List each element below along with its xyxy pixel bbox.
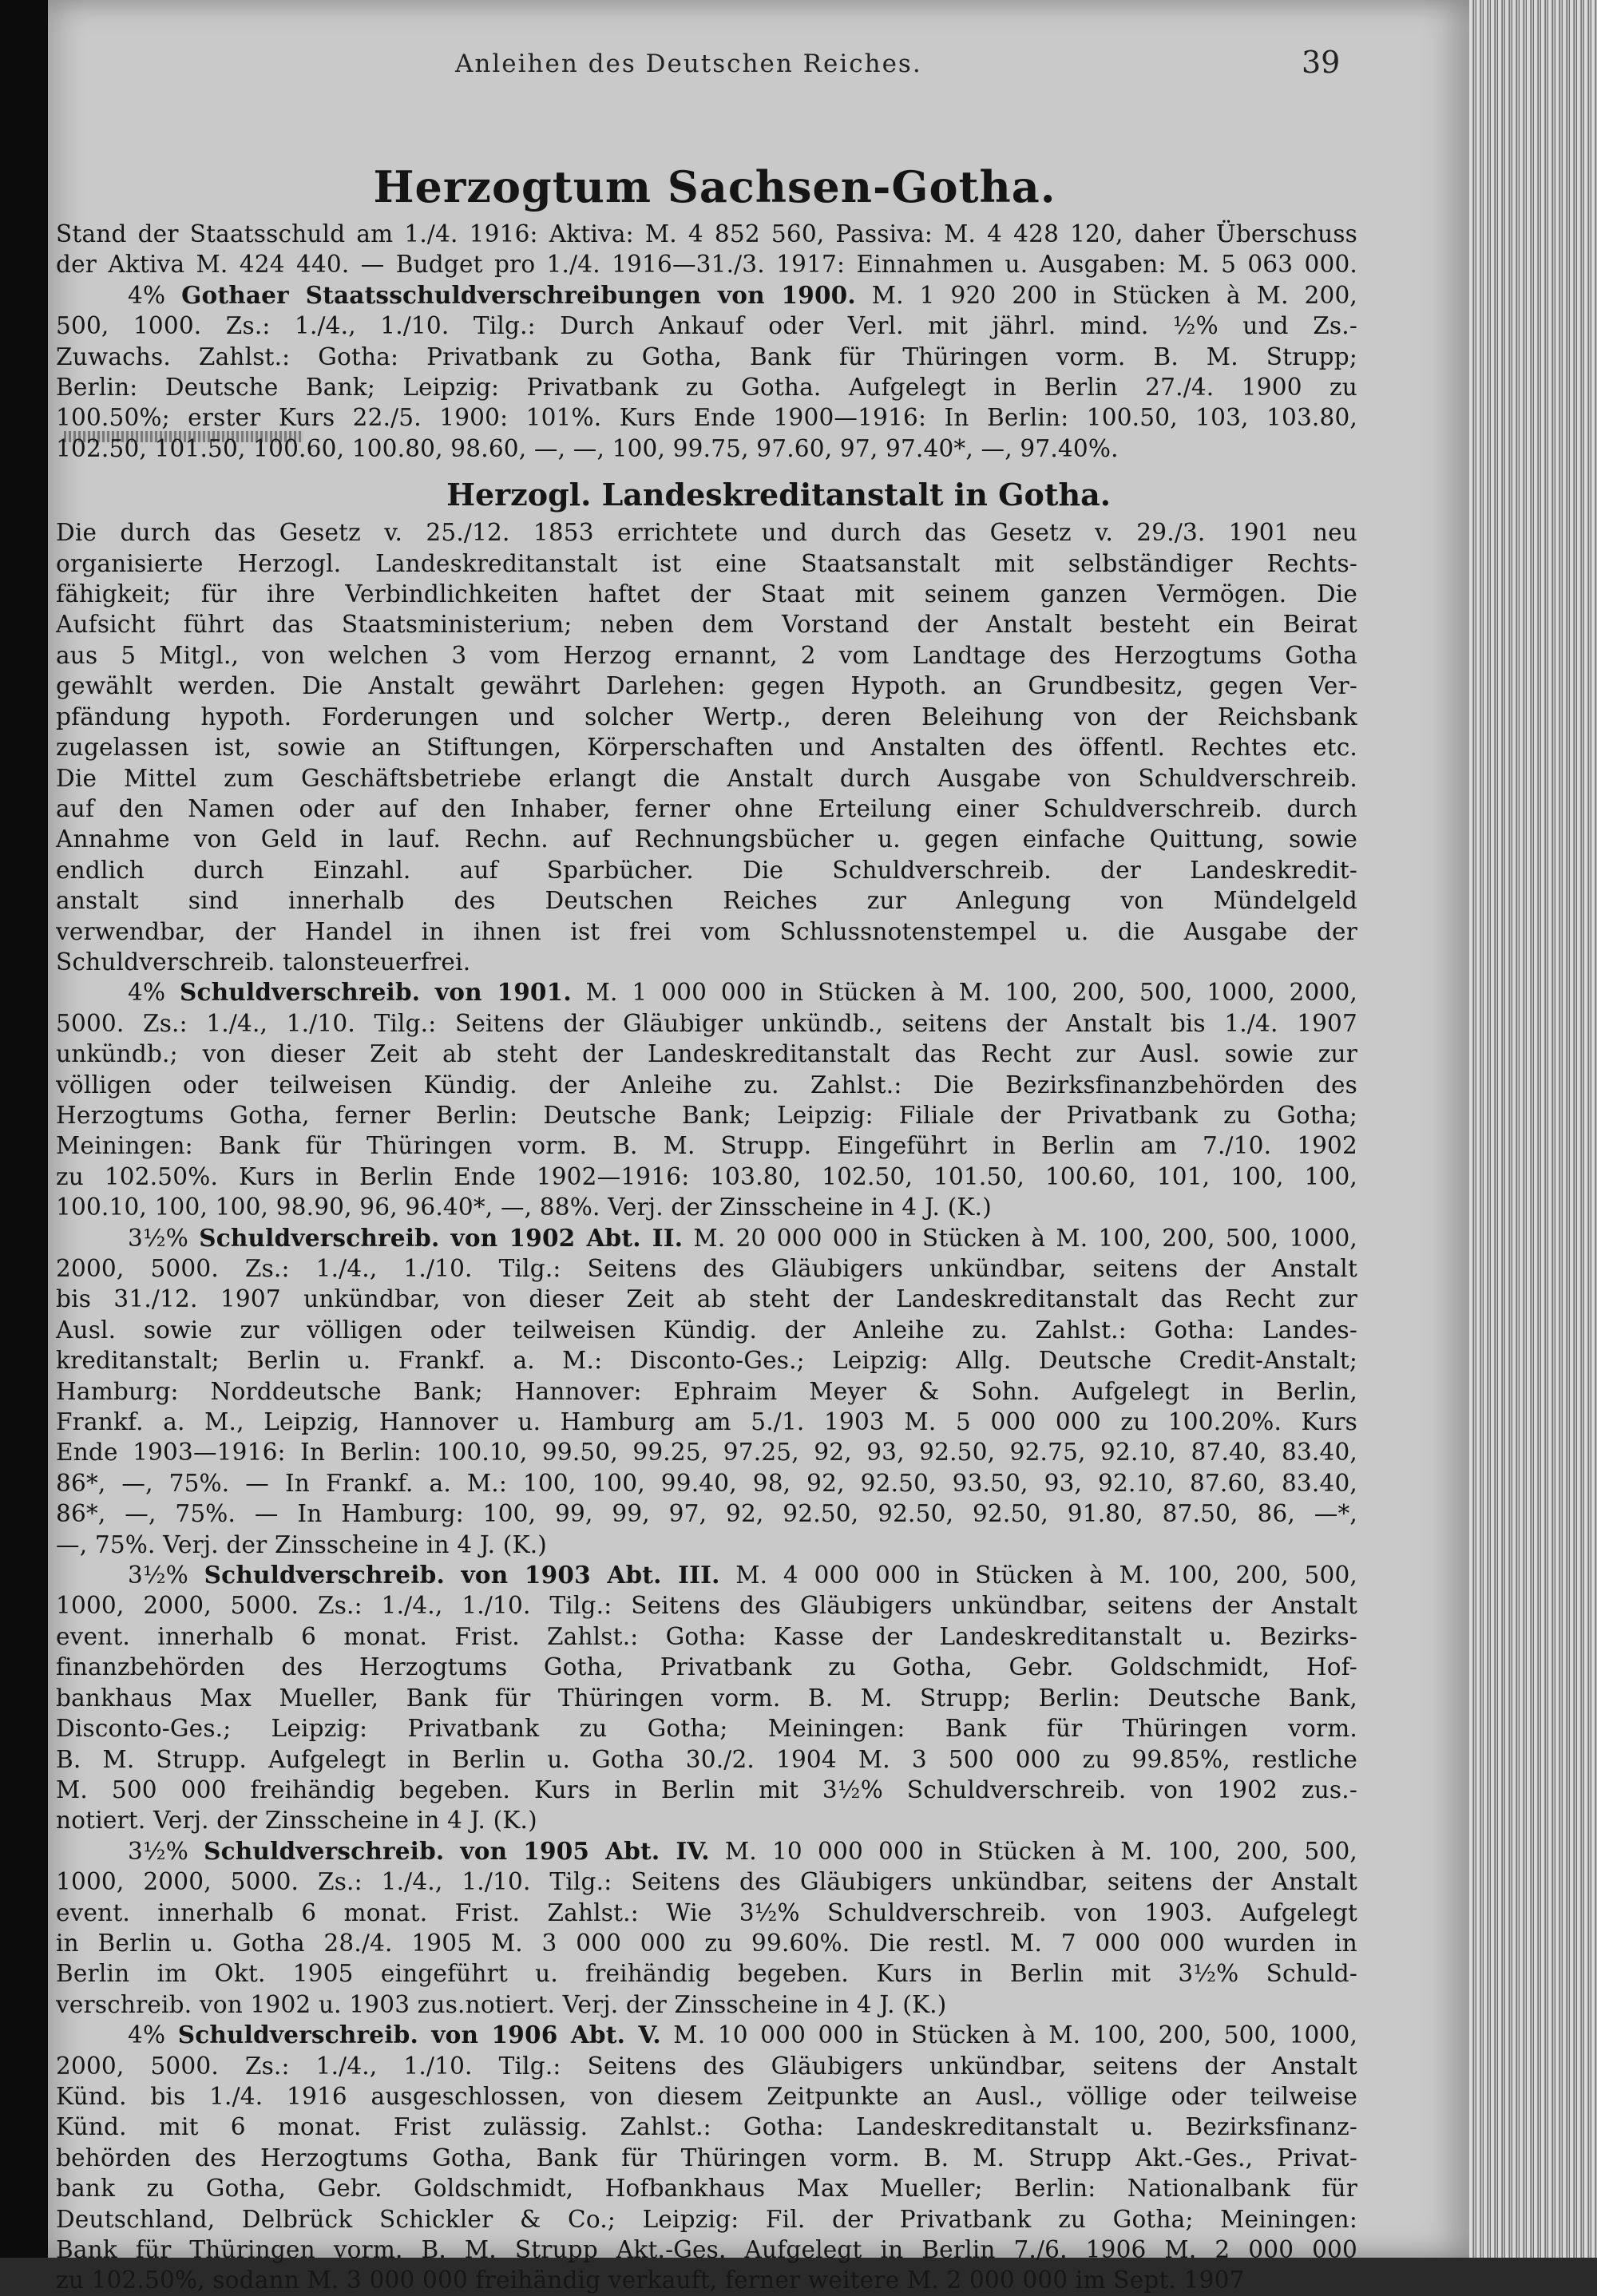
text-line: 86*, —, 75%. — In Hamburg: 100, 99, 99, 97, 92, 92.50, 92.50, 92.50, 91.80, 87.50, 86, —*, bbox=[56, 1500, 1357, 1528]
gothaer-entry bbox=[56, 280, 1357, 464]
entry-title: Gothaer Staatsschuldverschreibungen von 1900. bbox=[181, 280, 856, 309]
text-line: Frankf. a. M., Leipzig, Hannover u. Hamburg am 5./1. 1903 M. 5 000 000 zu 100.20%. Kurs bbox=[56, 1408, 1357, 1436]
text-line: 2000, 5000. Zs.: 1./4., 1./10. Tilg.: Seitens des Gläubigers unkündbar, seitens der Anstalt bbox=[56, 2052, 1357, 2080]
text-line: der Aktiva M. 424 440. — Budget pro 1./4. 1916—31./3. 1917: Einnahmen u. Ausgaben: M. 5 063 000. bbox=[56, 251, 1357, 279]
text-line: Ende 1903—1916: In Berlin: 100.10, 99.50, 99.25, 97.25, 92, 93, 92.50, 92.75, 92.10, 87.40, 83.40, bbox=[56, 1439, 1357, 1467]
text-line: —, 75%. Verj. der Zinsscheine in 4 J. (K.) bbox=[56, 1530, 547, 1558]
text-line: endlich durch Einzahl. auf Sparbücher. Die Schuldverschreib. der Landeskredit- bbox=[56, 856, 1357, 884]
text-line: Berlin: Deutsche Bank; Leipzig: Privatbank zu Gotha. Aufgelegt in Berlin 27./4. 1900 zu bbox=[56, 374, 1357, 402]
text-line: zu 102.50%. Kurs in Berlin Ende 1902—1916: 103.80, 102.50, 101.50, 100.60, 101, 100, 100, bbox=[56, 1162, 1357, 1190]
text-line: 86*, —, 75%. — In Frankf. a. M.: 100, 100, 99.40, 98, 92, 92.50, 93.50, 93, 92.10, 87.60, 83.40, bbox=[56, 1469, 1357, 1497]
entry-amount: M. 1 000 000 in Stücken à M. 100, 200, 500, 1000, 2000, bbox=[585, 979, 1358, 1007]
text-line: 100.10, 100, 100, 98.90, 96, 96.40*, —, 88%. Verj. der Zinsscheine in 4 J. (K.) bbox=[56, 1194, 992, 1221]
text-line: B. M. Strupp. Aufgelegt in Berlin u. Gotha 30./2. 1904 M. 3 500 000 zu 99.85%, restliche bbox=[56, 1745, 1357, 1773]
text-line: auf den Namen oder auf den Inhaber, ferner ohne Erteilung einer Schuldverschreib. durch bbox=[56, 794, 1357, 822]
entry-amount: M. 4 000 000 in Stücken à M. 100, 200, 500, bbox=[735, 1562, 1358, 1589]
text-line: aus 5 Mitgl., von welchen 3 vom Herzog ernannt, 2 vom Landtage des Herzogtums Gotha bbox=[56, 641, 1357, 669]
entry-title: Schuldverschreib. von 1906 Abt. V. bbox=[177, 2021, 661, 2049]
text-line: organisierte Herzogl. Landeskreditanstalt ist eine Staatsanstalt mit selbständiger Rechts- bbox=[56, 549, 1357, 577]
interest-rate: 4% bbox=[128, 2021, 166, 2049]
text-line: Künd. mit 6 monat. Frist zulässig. Zahlst.: Gotha: Landeskreditanstalt u. Bezirksfinanz- bbox=[56, 2113, 1357, 2141]
issue-entry-1906 bbox=[56, 2020, 1357, 2296]
text-line: Meiningen: Bank für Thüringen vorm. B. M. Strupp. Eingeführt in Berlin am 7./10. 1902 bbox=[56, 1132, 1357, 1160]
text-line: Disconto-Ges.; Leipzig: Privatbank zu Gotha; Meiningen: Bank für Thüringen vorm. bbox=[56, 1715, 1357, 1743]
text-line: unkündb.; von dieser Zeit ab steht der Landeskreditanstalt das Recht zur Ausl. sowie zur bbox=[56, 1040, 1357, 1068]
entry-amount: M. 10 000 000 in Stücken à M. 100, 200, 500, 1000, bbox=[673, 2021, 1358, 2049]
page-edges bbox=[1469, 0, 1597, 2258]
entry-amount: M. 1 920 200 in Stücken à M. 200, bbox=[871, 281, 1358, 309]
text-line: kreditanstalt; Berlin u. Frankf. a. M.: Disconto-Ges.; Leipzig: Allg. Deutsche Credit-Anstalt; bbox=[56, 1347, 1357, 1375]
issue-entry-1901 bbox=[56, 977, 1357, 1222]
text-line: bank zu Gotha, Gebr. Goldschmidt, Hofbankhaus Max Mueller; Berlin: Nationalbank für bbox=[56, 2175, 1357, 2203]
text-line: 500, 1000. Zs.: 1./4., 1./10. Tilg.: Durch Ankauf oder Verl. mit jährl. mind. ½% und Zs.- bbox=[56, 312, 1357, 340]
entry-amount: M. 20 000 000 in Stücken à M. 100, 200, 500, 1000, bbox=[693, 1224, 1357, 1252]
text-line: 1000, 2000, 5000. Zs.: 1./4., 1./10. Tilg.: Seitens des Gläubigers unkündbar, seitens der Anstalt bbox=[56, 1592, 1357, 1620]
text-line: pfändung hypoth. Forderungen und solcher Wertp., deren Beleihung von der Reichsbank bbox=[56, 703, 1357, 730]
text-line: Künd. bis 1./4. 1916 ausgeschlossen, von diesem Zeitpunkte an Ausl., völlige oder teilweise bbox=[56, 2082, 1357, 2110]
text-line: Zuwachs. Zahlst.: Gotha: Privatbank zu Gotha, Bank für Thüringen vorm. B. M. Strupp; bbox=[56, 342, 1357, 370]
text-line: völligen oder teilweisen Kündig. der Anleihe zu. Zahlst.: Die Bezirksfinanzbehörden des bbox=[56, 1071, 1357, 1099]
text-line: Die Mittel zum Geschäftsbetriebe erlangt die Anstalt durch Ausgabe von Schuldverschreib. bbox=[56, 764, 1357, 792]
text-line: zugelassen ist, sowie an Stiftungen, Körperschaften und Anstalten des öffentl. Rechtes etc. bbox=[56, 734, 1357, 762]
entry-heading-line bbox=[56, 2020, 1357, 2050]
interest-rate: 3½% bbox=[128, 1837, 188, 1865]
text-line: anstalt sind innerhalb des Deutschen Reiches zur Anlegung von Mündelgeld bbox=[56, 887, 1357, 915]
text-line: notiert. Verj. der Zinsscheine in 4 J. (K.) bbox=[56, 1807, 537, 1835]
text-line: Hamburg: Norddeutsche Bank; Hannover: Ephraim Meyer & Sohn. Aufgelegt in Berlin, bbox=[56, 1377, 1357, 1405]
text-line: Berlin im Okt. 1905 eingeführt u. freihändig begeben. Kurs in Berlin mit 3½% Schuld- bbox=[56, 1960, 1357, 1988]
intro-paragraph bbox=[56, 219, 1357, 280]
interest-rate: 4% bbox=[128, 979, 166, 1007]
text-line: 5000. Zs.: 1./4., 1./10. Tilg.: Seitens der Gläubiger unkündb., seitens der Anstalt bis 1./4. 1907 bbox=[56, 1009, 1357, 1037]
entry-heading-line bbox=[56, 977, 1357, 1007]
text-line: finanzbehörden des Herzogtums Gotha, Privatbank zu Gotha, Gebr. Goldschmidt, Hof- bbox=[56, 1653, 1357, 1681]
issue-entry-1902 bbox=[56, 1223, 1357, 1560]
running-head bbox=[56, 40, 1357, 88]
page-content bbox=[56, 40, 1357, 2296]
text-line: event. innerhalb 6 monat. Frist. Zahlst.: Gotha: Kasse der Landeskreditanstalt u. Bezirks- bbox=[56, 1622, 1357, 1650]
text-line: 2000, 5000. Zs.: 1./4., 1./10. Tilg.: Seitens des Gläubigers unkündbar, seitens der Anstalt bbox=[56, 1255, 1357, 1282]
entry-heading-line bbox=[56, 1836, 1357, 1866]
text-line: in Berlin u. Gotha 28./4. 1905 M. 3 000 000 zu 99.60%. Die restl. M. 7 000 000 wurden in bbox=[56, 1929, 1357, 1957]
text-line: Ausl. sowie zur völligen oder teilweisen Kündig. der Anleihe zu. Zahlst.: Gotha: Landes- bbox=[56, 1316, 1357, 1344]
text-line: Annahme von Geld in lauf. Rechn. auf Rechnungsbücher u. gegen einfache Quittung, sowie bbox=[56, 825, 1357, 853]
entry-heading-line bbox=[56, 1560, 1357, 1590]
entry-heading-line bbox=[56, 280, 1357, 311]
text-line: 1000, 2000, 5000. Zs.: 1./4., 1./10. Tilg.: Seitens des Gläubigers unkündbar, seitens der Anstalt bbox=[56, 1868, 1357, 1896]
text-line: zu 102.50%, sodann M. 3 000 000 freihändig verkauft, ferner weitere M. 2 000 000 im Sept. 1907 bbox=[56, 2266, 1245, 2294]
text-line: behörden des Herzogtums Gotha, Bank für Thüringen vorm. B. M. Strupp Akt.-Ges., Privat- bbox=[56, 2144, 1357, 2171]
landeskredit-paragraph bbox=[56, 517, 1357, 977]
text-line: M. 500 000 freihändig begeben. Kurs in Berlin mit 3½% Schuldverschreib. von 1902 zus.- bbox=[56, 1775, 1357, 1803]
issue-entry-1903 bbox=[56, 1560, 1357, 1836]
text-line: Aufsicht führt das Staatsministerium; neben dem Vorstand der Anstalt besteht ein Beirat bbox=[56, 611, 1357, 639]
entry-amount: M. 10 000 000 in Stücken à M. 100, 200, 500, bbox=[724, 1837, 1358, 1865]
text-line: Stand der Staatsschuld am 1./4. 1916: Aktiva: M. 4 852 560, Passiva: M. 4 428 120, daher Überschuss bbox=[56, 220, 1357, 247]
text-line: event. innerhalb 6 monat. Frist. Zahlst.: Wie 3½% Schuldverschreib. von 1903. Aufgelegt bbox=[56, 1898, 1357, 1926]
interest-rate: 3½% bbox=[128, 1224, 188, 1252]
text-line: Deutschland, Delbrück Schickler & Co.; Leipzig: Fil. der Privatbank zu Gotha; Meiningen: bbox=[56, 2205, 1357, 2233]
text-line: gewählt werden. Die Anstalt gewährt Darlehen: gegen Hypoth. an Grundbesitz, gegen Ver- bbox=[56, 672, 1357, 700]
entry-title: Schuldverschreib. von 1905 Abt. IV. bbox=[204, 1836, 710, 1865]
entry-title: Schuldverschreib. von 1902 Abt. II. bbox=[199, 1223, 684, 1252]
text-line: Schuldverschreib. talonsteuerfrei. bbox=[56, 948, 471, 976]
text-line: Die durch das Gesetz v. 25./12. 1853 errichtete und durch das Gesetz v. 29./3. 1901 neu bbox=[56, 519, 1357, 547]
section-title: Herzogtum Sachsen-Gotha. bbox=[373, 161, 1056, 212]
text-line: 102.50, 101.50, 100.60, 100.80, 98.60, —, —, 100, 99.75, 97.60, 97, 97.40*, —, 97.40%. bbox=[56, 434, 1119, 462]
text-line: bankhaus Max Mueller, Bank für Thüringen vorm. B. M. Strupp; Berlin: Deutsche Bank, bbox=[56, 1684, 1357, 1712]
entry-title: Schuldverschreib. von 1903 Abt. III. bbox=[204, 1561, 720, 1589]
interest-rate: 3½% bbox=[128, 1562, 188, 1589]
entry-title: Schuldverschreib. von 1901. bbox=[179, 978, 572, 1007]
text-line: verschreib. von 1902 u. 1903 zus.notiert. Verj. der Zinsscheine in 4 J. (K.) bbox=[56, 1990, 947, 2018]
interest-rate: 4% bbox=[128, 281, 166, 309]
page-number: 39 bbox=[1302, 45, 1341, 80]
text-line: fähigkeit; für ihre Verbindlichkeiten haftet der Staat mit seinem ganzen Vermögen. Die bbox=[56, 580, 1357, 608]
subsection-title: Herzogl. Landeskreditanstalt in Gotha. bbox=[446, 477, 1111, 513]
text-line: Herzogtums Gotha, ferner Berlin: Deutsche Bank; Leipzig: Filiale der Privatbank zu Gotha; bbox=[56, 1101, 1357, 1129]
text-line: 100.50%; erster Kurs 22./5. 1900: 101%. Kurs Ende 1900—1916: In Berlin: 100.50, 103, 103.80, bbox=[56, 404, 1357, 432]
entry-heading-line bbox=[56, 1223, 1357, 1253]
text-line: verwendbar, der Handel in ihnen ist frei vom Schlussnotenstempel u. die Ausgabe der bbox=[56, 917, 1357, 945]
running-title: Anleihen des Deutschen Reiches. bbox=[455, 49, 922, 78]
text-line: bis 31./12. 1907 unkündbar, von dieser Zeit ab steht der Landeskreditanstalt das Recht zur bbox=[56, 1285, 1357, 1313]
text-line: Bank für Thüringen vorm. B. M. Strupp Akt.-Ges. Aufgelegt in Berlin 7./6. 1906 M. 2 000 000 bbox=[56, 2236, 1357, 2263]
issue-entry-1905 bbox=[56, 1836, 1357, 2020]
